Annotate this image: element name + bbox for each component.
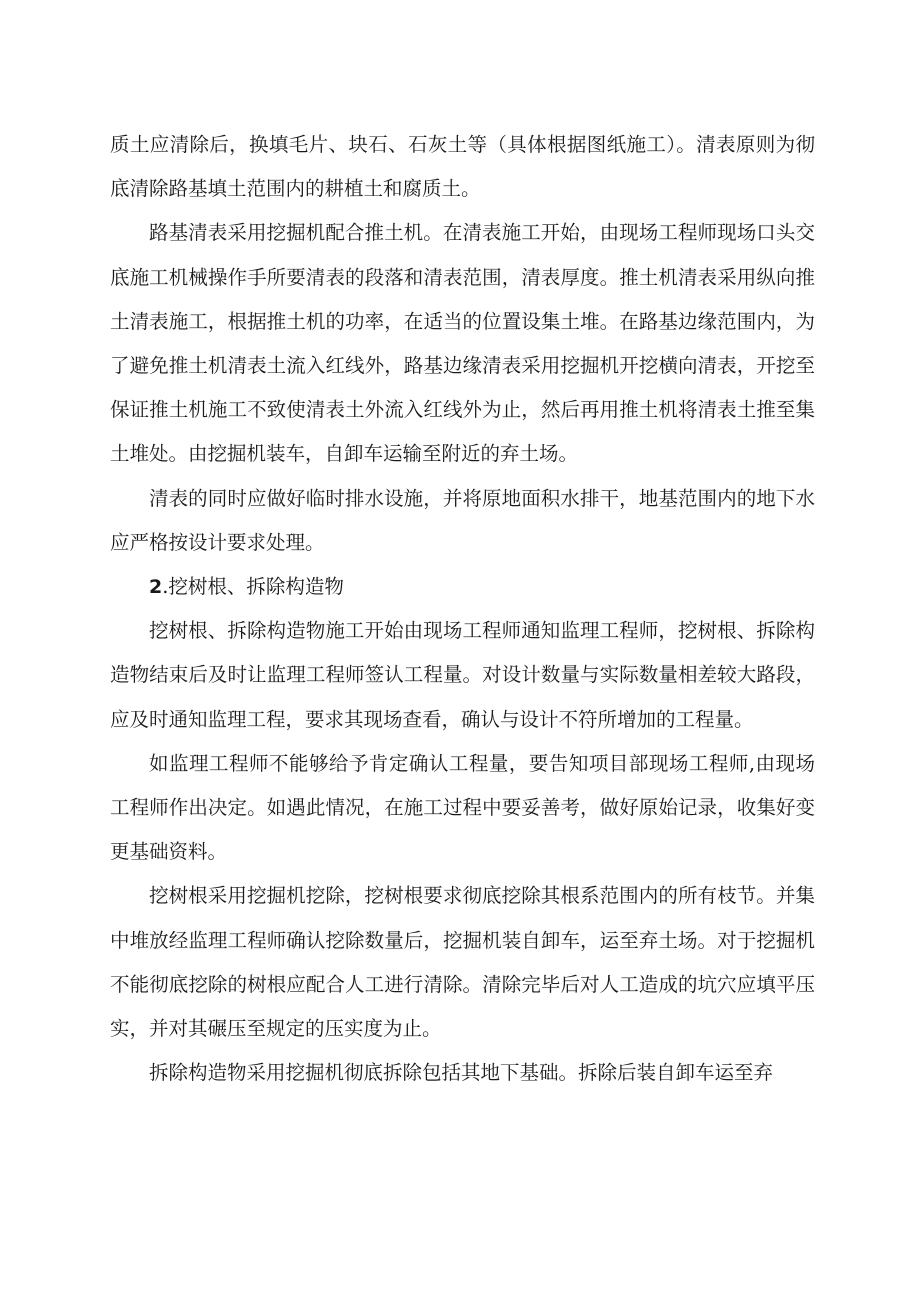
section-heading bbox=[110, 565, 815, 609]
paragraph-3: 清表的同时应做好临时排水设施，并将原地面积水排干，地基范围内的地下水应严格按设计要求处理。 bbox=[110, 486, 815, 554]
section-heading-text: .挖树根、拆除构造物 bbox=[162, 575, 344, 599]
paragraph-5: 如监理工程师不能够给予肯定确认工程量，要告知项目部现场工程师,由现场工程师作出决定。如遇此情况，在施工过程中要妥善考，做好原始记录，收集好变更基础资料。 bbox=[110, 751, 815, 864]
document-body bbox=[110, 123, 815, 1095]
paragraph-1: 质土应清除后，换填毛片、块石、石灰土等（具体根据图纸施工）。清表原则为彻底清除路基填土范围内的耕植土和腐质土。 bbox=[110, 133, 815, 201]
paragraph-4: 挖树根、拆除构造物施工开始由现场工程师通知监理工程师，挖树根、拆除构造物结束后及时让监理工程师签认工程量。对设计数量与实际数量相差较大路段，应及时通知监理工程，要求其现场查看，确认与设计不符所增加的工程量。 bbox=[110, 619, 815, 731]
section-heading-number: 2 bbox=[149, 576, 163, 599]
paragraph-2: 路基清表采用挖掘机配合推土机。在清表施工开始，由现场工程师现场口头交底施工机械操作手所要清表的段落和清表范围，清表厚度。推土机清表采用纵向推土清表施工，根据推土机的功率，在适当的位置设集土堆。在路基边缘范围内，为了避免推土机清表土流入红线外，路基边缘清表采用挖掘机开挖横向清表，开挖至保证推土机施工不致使清表土外流入红线外为止，然后再用推土机将清表土推至集土堆处。由挖掘机装车，自卸车运输至附近的弃土场。 bbox=[110, 221, 815, 466]
paragraph-6: 挖树根采用挖掘机挖除，挖树根要求彻底挖除其根系范围内的所有枝节。并集中堆放经监理工程师确认挖除数量后，挖掘机装自卸车，运至弃土场。对于挖掘机不能彻底挖除的树根应配合人工进行清除。清除完毕后对人工造成的坑穴应填平压实，并对其碾压至规定的压实度为止。 bbox=[110, 884, 815, 1041]
paragraph-7: 拆除构造物采用挖掘机彻底拆除包括其地下基础。拆除后装自卸车运至弃 bbox=[149, 1061, 774, 1085]
